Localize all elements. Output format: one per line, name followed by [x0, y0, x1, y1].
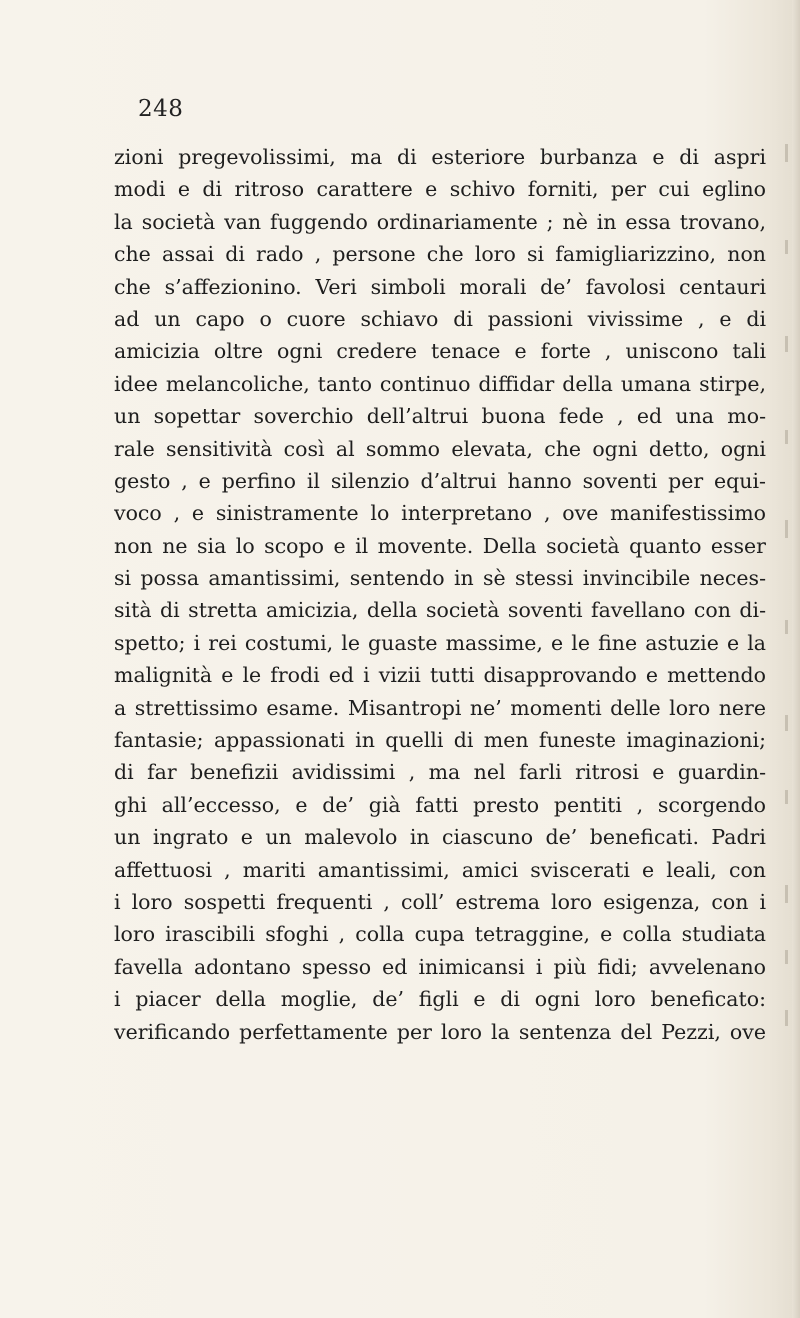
text-line: ad un capo o cuore schiavo di passioni vivissime , e di — [114, 306, 766, 331]
text-line: zioni pregevolissimi, ma di esteriore burbanza e di aspri — [114, 145, 766, 169]
text-line: amicizia oltre ogni credere tenace e forte , uniscono tali — [114, 339, 766, 364]
text-line: voco , e sinistramente lo interpretano , ove manifestissimo — [114, 501, 766, 526]
text-line: a strettissimo esame. Misantropi ne’ momenti delle loro nere — [114, 695, 766, 720]
text-line: spetto; i rei costumi, le guaste massime, e le fine astuzie e la — [114, 630, 766, 655]
text-line: modi e di ritroso carattere e schivo forniti, per cui eglino — [114, 177, 766, 202]
text-line: verificando perfettamente per loro la sentenza del Pezzi, ove — [114, 1019, 766, 1044]
text-line: fantasie; appassionati in quelli di men funeste imaginazioni; — [114, 728, 766, 753]
bleed-mark — [785, 1010, 788, 1026]
text-line: sità di stretta amicizia, della società soventi favellano con di- — [114, 598, 766, 623]
text-line: un sopettar soverchio dell’altrui buona fede , ed una mo- — [114, 404, 766, 429]
text-line: gesto , e perfino il silenzio d’altrui hanno soventi per equi- — [114, 468, 766, 493]
bleed-mark — [785, 144, 788, 162]
text-line: idee melancoliche, tanto continuo diffidar della umana stirpe, — [114, 371, 766, 396]
text-line: rale sensitività così al sommo elevata, che ogni detto, ogni — [114, 436, 766, 461]
text-line: malignità e le frodi ed i vizii tutti disapprovando e mettendo — [114, 663, 766, 688]
bleed-mark — [785, 336, 788, 352]
bleed-mark — [785, 520, 788, 538]
text-line: di far benefizii avidissimi , ma nel farli ritrosi e guardin- — [114, 760, 766, 785]
text-line: che assai di rado , persone che loro si famigliarizzino, non — [114, 242, 766, 267]
text-line: un ingrato e un malevolo in ciascuno de’ beneficati. Padri — [114, 825, 766, 850]
text-line: i loro sospetti frequenti , coll’ estrema loro esigenza, con i — [114, 889, 766, 914]
text-line: la società van fuggendo ordinariamente ; nè in essa trovano, — [114, 209, 766, 234]
text-line: favella adontano spesso ed inimicansi i più fidi; avvelenano — [114, 954, 766, 979]
text-line: i piacer della moglie, de’ figli e di ogni loro beneficato: — [114, 987, 766, 1012]
bleed-mark — [785, 620, 788, 634]
page-number: 248 — [138, 96, 184, 122]
page-edge — [792, 0, 800, 1318]
text-line: loro irascibili sfoghi , colla cupa tetraggine, e colla studiata — [114, 922, 766, 947]
text-line: si possa amantissimi, sentendo in sè stessi invincibile neces- — [114, 566, 766, 591]
bleed-mark — [785, 430, 788, 444]
text-line: non ne sia lo scopo e il movente. Della società quanto esser — [114, 533, 766, 558]
text-line: che s’affezionino. Veri simboli morali de’ favolosi centauri — [114, 274, 766, 299]
bleed-mark — [785, 715, 788, 731]
bleed-mark — [785, 950, 788, 964]
body-text — [114, 141, 766, 1048]
bleed-mark — [785, 240, 788, 254]
bleed-mark — [785, 885, 788, 903]
text-line: ghi all’eccesso, e de’ già fatti presto pentiti , scorgendo — [114, 792, 766, 817]
text-line: affettuosi , mariti amantissimi, amici sviscerati e leali, con — [114, 857, 766, 882]
bleed-mark — [785, 790, 788, 804]
